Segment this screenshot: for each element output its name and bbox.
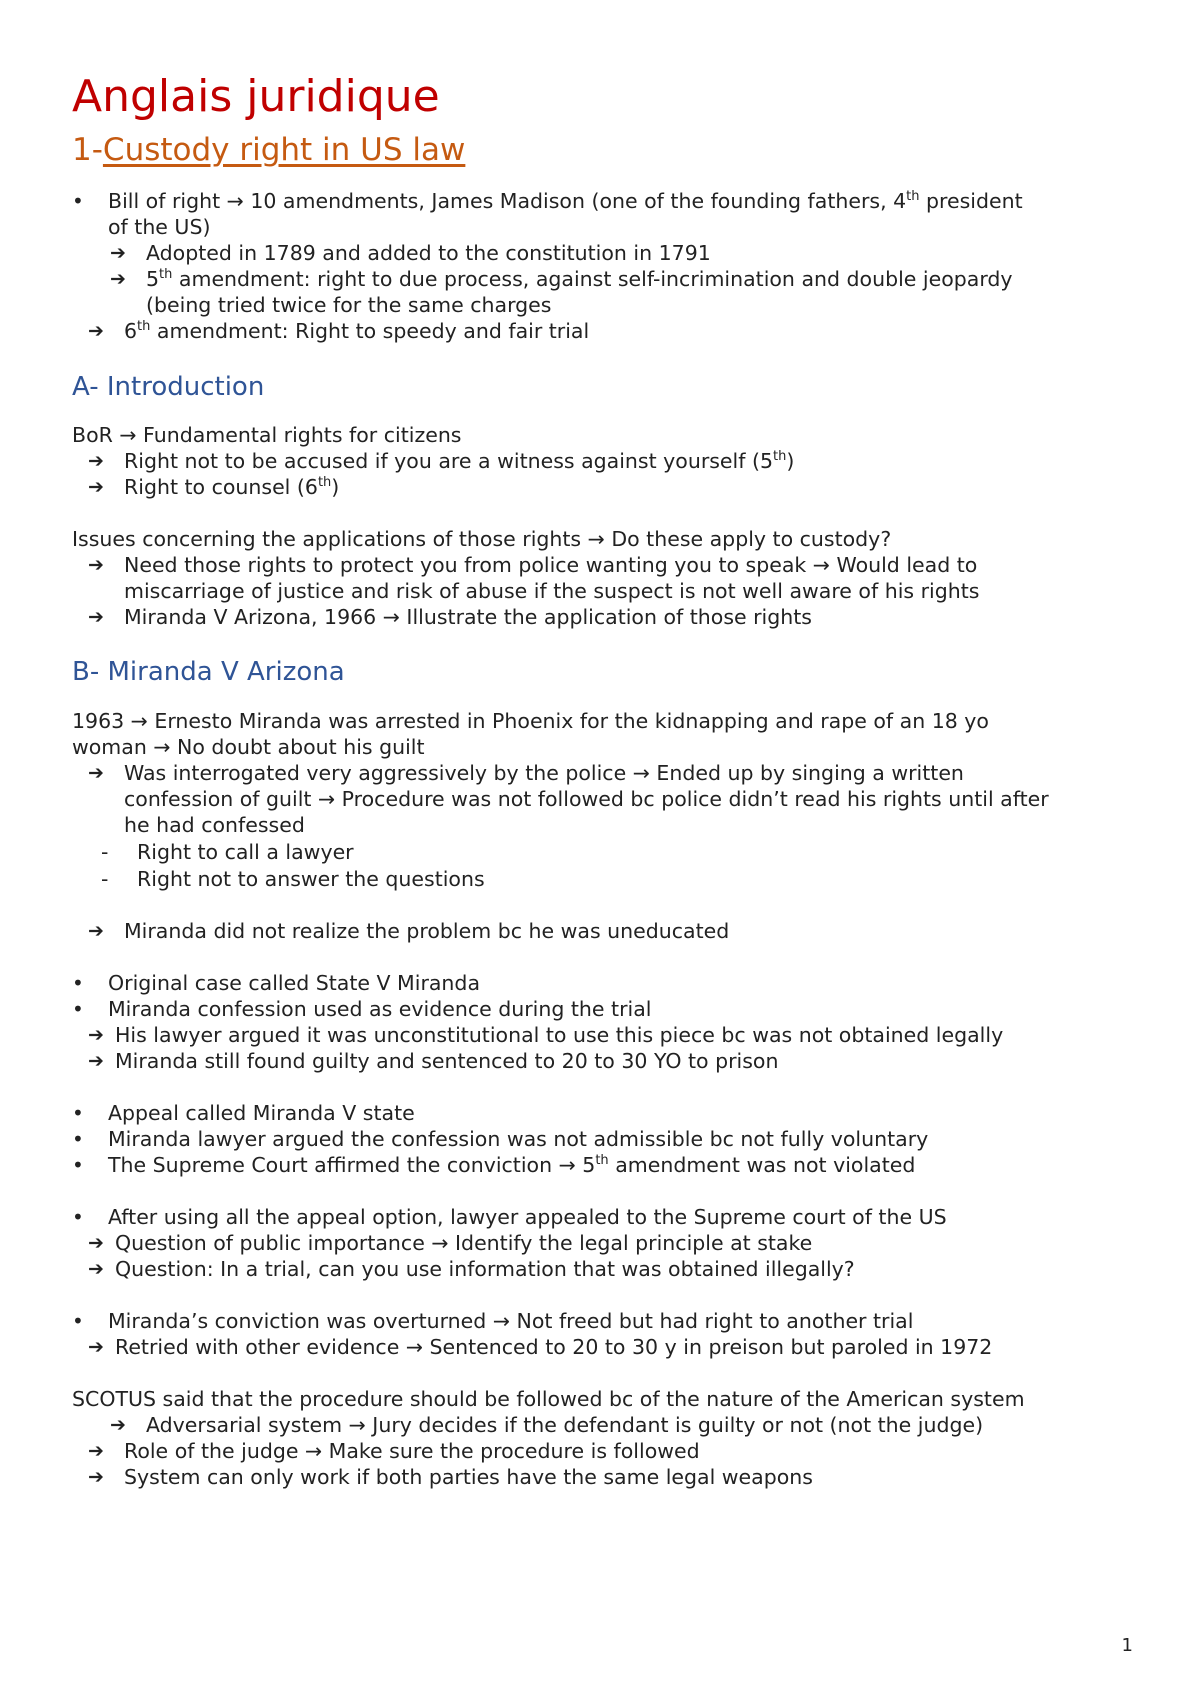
text-line: Role of the judge → Make sure the procedure is followed (124, 1439, 700, 1463)
text-line: Miranda lawyer argued the confession was not admissible bc not fully voluntary (108, 1127, 929, 1151)
arrow-icon: ➔ (88, 1440, 104, 1462)
dash-marker: - (101, 840, 109, 864)
arrow-icon: ➔ (88, 1024, 104, 1046)
text-line: he had confessed (124, 813, 305, 837)
text-line: Miranda confession used as evidence during the trial (108, 997, 652, 1021)
text-line: BoR → Fundamental rights for citizens (72, 423, 462, 447)
text-line: After using all the appeal option, lawyer appealed to the Supreme court of the US (108, 1205, 947, 1229)
arrow-icon: ➔ (110, 1414, 126, 1436)
text-line: SCOTUS said that the procedure should be followed bc of the nature of the American system (72, 1387, 1025, 1411)
text-line: Appeal called Miranda V state (108, 1101, 415, 1125)
text-line: His lawyer argued it was unconstitutional to use this piece bc was not obtained legally (115, 1023, 1004, 1047)
text-line: miscarriage of justice and risk of abuse if the suspect is not well aware of his rights (124, 579, 980, 603)
document-title: Anglais juridique (72, 71, 440, 122)
text-line: Miranda’s conviction was overturned → Not freed but had right to another trial (108, 1309, 914, 1333)
section-title: Custody right in US law (102, 132, 466, 168)
text-line: Issues concerning the applications of those rights → Do these apply to custody? (72, 527, 892, 551)
text-line: Miranda still found guilty and sentenced to 20 to 30 YO to prison (115, 1049, 779, 1073)
text-line: The Supreme Court affirmed the conviction → 5th amendment was not violated (108, 1153, 916, 1177)
text-line: Retried with other evidence → Sentenced to 20 to 30 y in preison but paroled in 1972 (115, 1335, 993, 1359)
page-number: 1 (1121, 1635, 1133, 1656)
text-line: Miranda did not realize the problem bc he was uneducated (124, 919, 730, 943)
text-line: Adversarial system → Jury decides if the defendant is guilty or not (not the judge) (146, 1413, 984, 1437)
bullet-icon: • (72, 971, 84, 995)
text-line: of the US) (108, 215, 211, 239)
arrow-icon: ➔ (110, 268, 126, 290)
arrow-icon: ➔ (88, 554, 104, 576)
arrow-icon: ➔ (88, 1336, 104, 1358)
text-line: Bill of right → 10 amendments, James Madison (one of the founding fathers, 4th president (108, 189, 1023, 213)
text-line: confession of guilt → Procedure was not followed bc police didn’t read his rights until after (124, 787, 1049, 811)
text-line: 1963 → Ernesto Miranda was arrested in Phoenix for the kidnapping and rape of an 18 yo (72, 709, 989, 733)
dash-marker: - (101, 867, 109, 891)
bullet-icon: • (72, 1309, 84, 1333)
text-line: Right to call a lawyer (137, 840, 354, 864)
arrow-icon: ➔ (88, 1466, 104, 1488)
text-line: Adopted in 1789 and added to the constitution in 1791 (146, 241, 711, 265)
text-line: (being tried twice for the same charges (146, 293, 552, 317)
text-line: 5th amendment: right to due process, against self-incrimination and double jeopardy (146, 267, 1013, 291)
bullet-icon: • (72, 1205, 84, 1229)
arrow-icon: ➔ (110, 242, 126, 264)
bullet-icon: • (72, 1101, 84, 1125)
text-line: woman → No doubt about his guilt (72, 735, 425, 759)
arrow-icon: ➔ (88, 606, 104, 628)
section-b-heading: B- Miranda V Arizona (72, 657, 345, 687)
text-line: System can only work if both parties have the same legal weapons (124, 1465, 813, 1489)
arrow-icon: ➔ (88, 320, 104, 342)
text-line: Right not to be accused if you are a witness against yourself (5th) (124, 449, 795, 473)
arrow-icon: ➔ (88, 476, 104, 498)
bullet-icon: • (72, 189, 84, 213)
section-a-heading: A- Introduction (72, 372, 265, 402)
text-line: Original case called State V Miranda (108, 971, 481, 995)
arrow-icon: ➔ (88, 450, 104, 472)
arrow-icon: ➔ (88, 1232, 104, 1254)
text-line: Need those rights to protect you from police wanting you to speak → Would lead to (124, 553, 978, 577)
arrow-icon: ➔ (88, 1050, 104, 1072)
bullet-icon: • (72, 1127, 84, 1151)
section-number: 1- (72, 132, 103, 168)
bullet-icon: • (72, 1153, 84, 1177)
bullet-icon: • (72, 997, 84, 1021)
text-line: Question: In a trial, can you use information that was obtained illegally? (115, 1257, 855, 1281)
arrow-icon: ➔ (88, 1258, 104, 1280)
arrow-icon: ➔ (88, 762, 104, 784)
text-line: Right not to answer the questions (137, 867, 485, 891)
text-line: 6th amendment: Right to speedy and fair trial (124, 319, 590, 343)
text-line: Right to counsel (6th) (124, 475, 340, 499)
section-1-heading (72, 130, 465, 170)
text-line: Question of public importance → Identify the legal principle at stake (115, 1231, 813, 1255)
arrow-icon: ➔ (88, 920, 104, 942)
text-line: Was interrogated very aggressively by the police → Ended up by singing a written (124, 761, 964, 785)
text-line: Miranda V Arizona, 1966 → Illustrate the application of those rights (124, 605, 812, 629)
